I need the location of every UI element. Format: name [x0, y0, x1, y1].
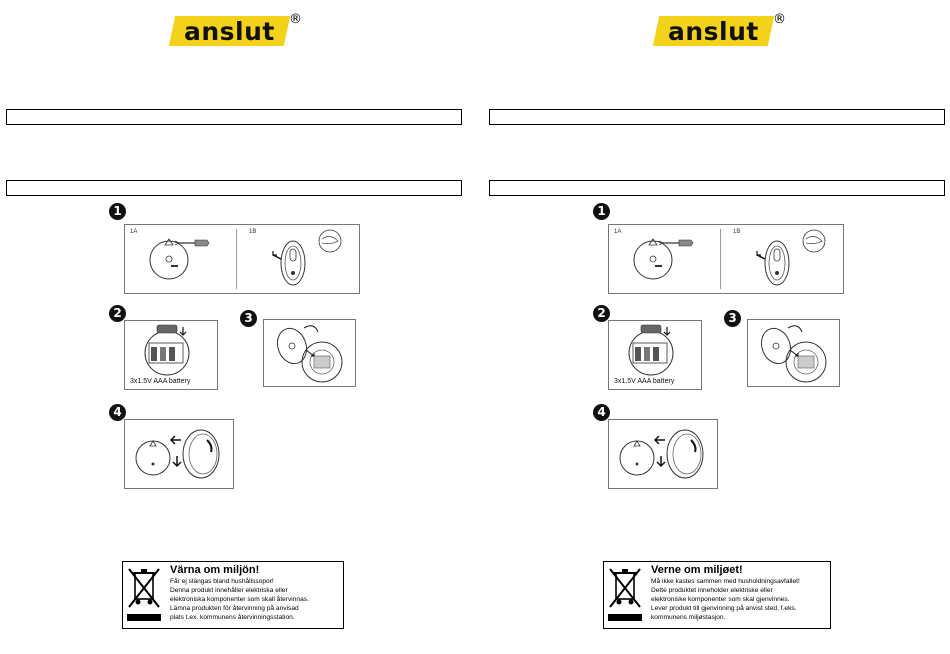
- step-2-panel: [608, 320, 702, 390]
- weee-line: kommunens miljøstasjon.: [651, 614, 726, 621]
- step-2-panel: [124, 320, 218, 390]
- crossed-bin-icon: [607, 565, 643, 623]
- step-4-panel: [124, 419, 234, 489]
- heading-bar: [489, 109, 945, 125]
- detector-mount-illustration: [721, 225, 841, 291]
- step-4-badge: 4: [109, 404, 126, 421]
- logo-text: anslut: [183, 17, 275, 46]
- battery-compartment-illustration: [125, 321, 217, 377]
- detector-attach-illustration: [609, 420, 717, 488]
- crossed-bin-icon: [126, 565, 162, 623]
- step-1-panel: [124, 224, 360, 294]
- weee-line: Dette produktet inneholder elektriske eller: [651, 587, 773, 594]
- weee-title: Värna om miljön!: [170, 564, 260, 576]
- step-1-panel: [608, 224, 844, 294]
- step-3-badge: 3: [240, 310, 257, 327]
- weee-line: Må ikke kastes sammen med husholdningsavfallet!: [651, 578, 800, 585]
- registered-mark: ®: [289, 12, 302, 27]
- registered-mark: ®: [773, 12, 786, 27]
- step-4-badge: 4: [593, 404, 610, 421]
- weee-notice-sv: [122, 561, 344, 629]
- logo-text: anslut: [667, 17, 759, 46]
- step-3-badge: 3: [724, 310, 741, 327]
- battery-caption: 3x1.5V AAA battery: [614, 378, 675, 385]
- step-1b-label: 1B: [249, 229, 257, 235]
- step-1a-label: 1A: [130, 229, 138, 235]
- step-4-panel: [608, 419, 718, 489]
- weee-line: plats t.ex. kommunens återvinningsstation.: [170, 614, 295, 621]
- weee-line: Denna produkt innehåller elektriska eller: [170, 587, 288, 594]
- weee-line: Lämna produkten för återvinning på anvisad: [170, 605, 299, 612]
- detector-twist-illustration: [264, 320, 355, 386]
- step-1-badge: 1: [109, 203, 126, 220]
- step-1-badge: 1: [593, 203, 610, 220]
- weee-line: Lever produkt till gjenvinning på anvist sted, f.eks.: [651, 605, 797, 612]
- step-2-badge: 2: [109, 305, 126, 322]
- detector-twist-illustration: [748, 320, 839, 386]
- weee-line: elektroniska komponenter som skall återvinnas.: [170, 596, 309, 603]
- step-3-panel: [263, 319, 356, 387]
- step-2-badge: 2: [593, 305, 610, 322]
- weee-line: Får ej slängas bland hushållssopor!: [170, 578, 274, 585]
- detector-with-screwdriver-illustration: [125, 225, 235, 291]
- anslut-logo: [169, 16, 290, 46]
- weee-notice-no: [603, 561, 831, 629]
- step-1b-label: 1B: [733, 229, 741, 235]
- step-3-panel: [747, 319, 840, 387]
- detector-attach-illustration: [125, 420, 233, 488]
- heading-bar: [6, 109, 462, 125]
- detector-with-screwdriver-illustration: [609, 225, 719, 291]
- detector-mount-illustration: [237, 225, 357, 291]
- section-bar: [6, 180, 462, 196]
- weee-title: Verne om miljøet!: [651, 564, 743, 576]
- weee-line: elektroniske komponenter som skal gjenvinnes.: [651, 596, 790, 603]
- battery-compartment-illustration: [609, 321, 701, 377]
- section-bar: [489, 180, 945, 196]
- step-1a-label: 1A: [614, 229, 622, 235]
- battery-caption: 3x1.5V AAA battery: [130, 378, 191, 385]
- anslut-logo: [653, 16, 774, 46]
- manual-page-right: [475, 0, 950, 654]
